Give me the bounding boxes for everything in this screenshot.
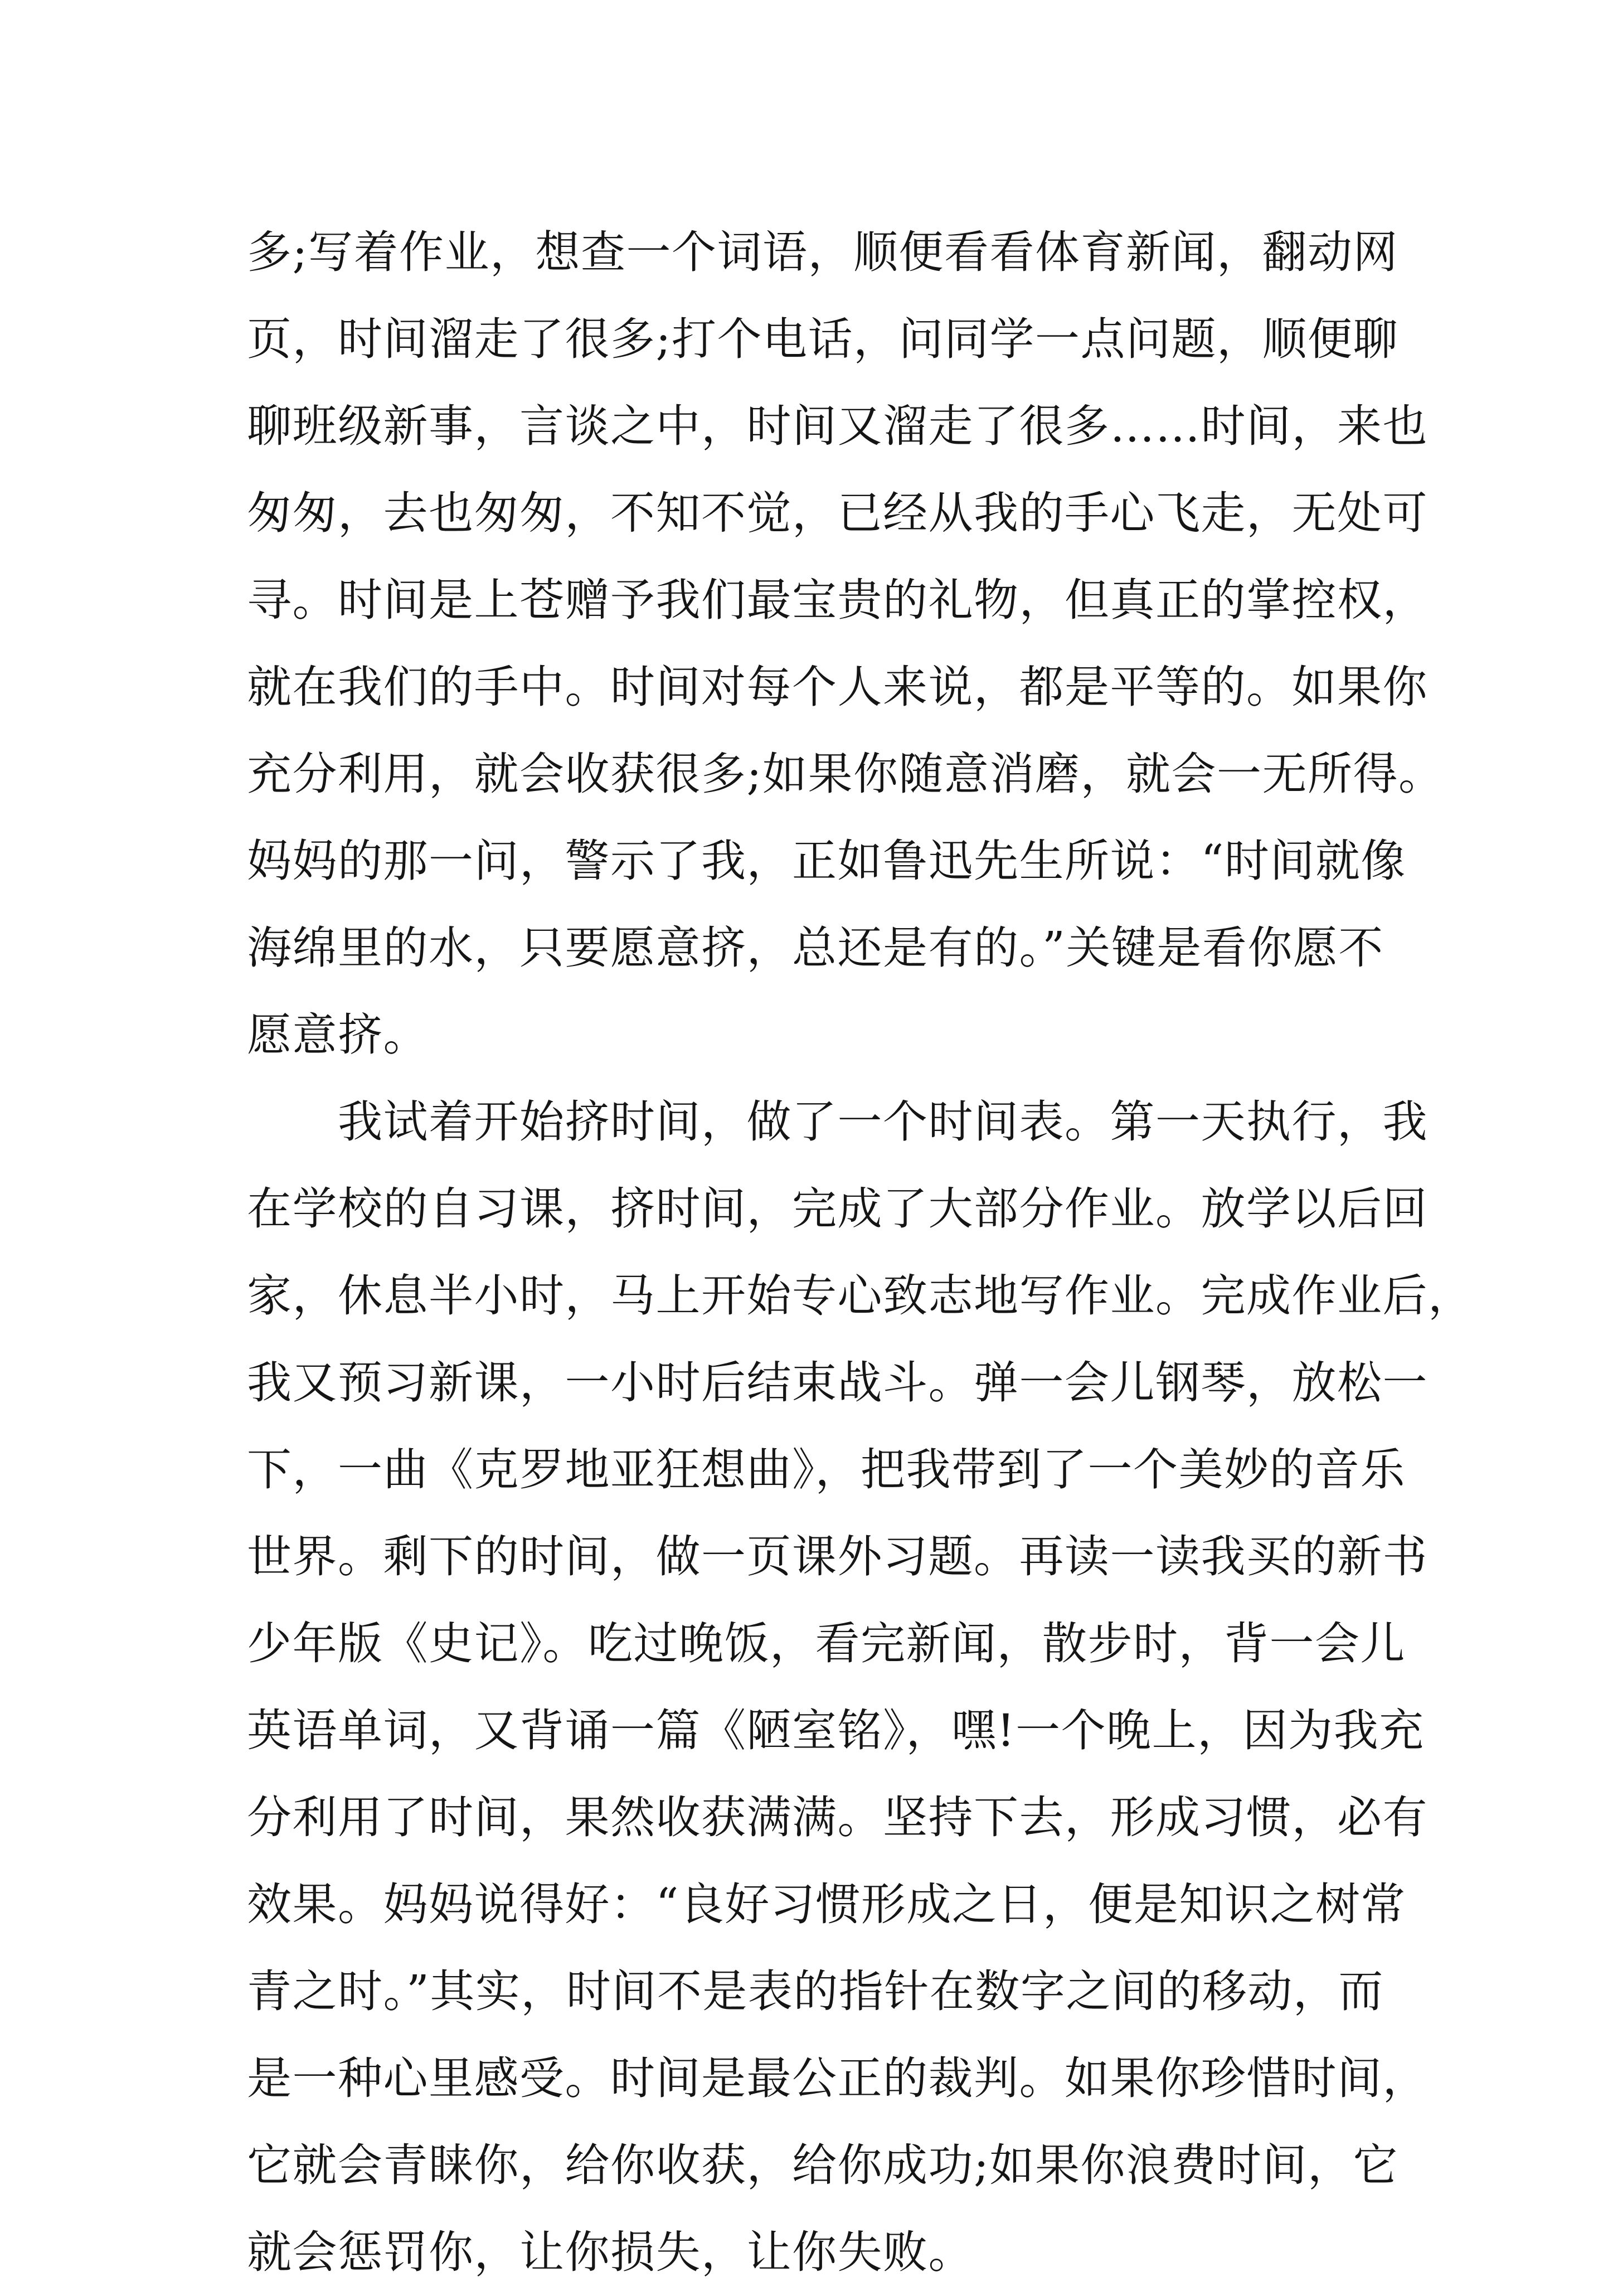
text-line: 家，休息半小时，马上开始专心致志地写作业。完成作业后， — [247, 1270, 1474, 1322]
text-line: 青之时。”其实，时间不是表的指针在数字之间的移动，而 — [247, 1965, 1384, 2017]
text-line: 就在我们的手中。时间对每个人来说，都是平等的。如果你 — [247, 661, 1428, 713]
text-line: 聊班级新事，言谈之中，时间又溜走了很多……时间，来也 — [247, 400, 1428, 452]
text-line: 妈妈的那一问，警示了我，正如鲁迅先生所说：“时间就像 — [247, 835, 1406, 887]
text-line: 分利用了时间，果然收获满满。坚持下去，形成习惯，必有 — [247, 1792, 1428, 1843]
text-line: 就会惩罚你，让你损失，让你失败。 — [247, 2226, 974, 2278]
text-line: 愿意挤。 — [247, 1009, 429, 1061]
text-line: 它就会青睐你，给你收获，给你成功;如果你浪费时间，它 — [247, 2139, 1398, 2191]
text-line: 海绵里的水，只要愿意挤，总还是有的。”关键是看你愿不 — [247, 922, 1384, 974]
text-line: 世界。剩下的时间，做一页课外习题。再读一读我买的新书 — [247, 1531, 1428, 1583]
text-line: 是一种心里感受。时间是最公正的裁判。如果你珍惜时间， — [247, 2052, 1428, 2104]
text-line: 匆匆，去也匆匆，不知不觉，已经从我的手心飞走，无处可 — [247, 487, 1428, 539]
text-line: 英语单词，又背诵一篇《陋室铭》，嘿!一个晚上，因为我充 — [247, 1705, 1425, 1756]
text-line: 在学校的自习课，挤时间，完成了大部分作业。放学以后回 — [247, 1183, 1428, 1235]
text-line: 我试着开始挤时间，做了一个时间表。第一天执行，我 — [247, 1096, 1428, 1148]
text-line: 页，时间溜走了很多;打个电话，问同学一点问题，顺便聊 — [247, 313, 1398, 365]
text-line: 效果。妈妈说得好：“良好习惯形成之日，便是知识之树常 — [247, 1878, 1406, 1930]
text-line: 寻。时间是上苍赠予我们最宝贵的礼物，但真正的掌控权， — [247, 574, 1428, 626]
text-line: 我又预习新课，一小时后结束战斗。弹一会儿钢琴，放松一 — [247, 1357, 1428, 1409]
body-text — [247, 209, 1474, 2296]
text-line: 充分利用，就会收获很多;如果你随意消磨，就会一无所得。 — [247, 748, 1444, 800]
text-line: 下，一曲《克罗地亚狂想曲》，把我带到了一个美妙的音乐 — [247, 1444, 1406, 1496]
text-line: 多;写着作业，想查一个词语，顺便看看体育新闻，翻动网 — [247, 226, 1398, 278]
text-line: 少年版《史记》。吃过晚饭，看完新闻，散步时，背一会儿 — [247, 1618, 1406, 1669]
